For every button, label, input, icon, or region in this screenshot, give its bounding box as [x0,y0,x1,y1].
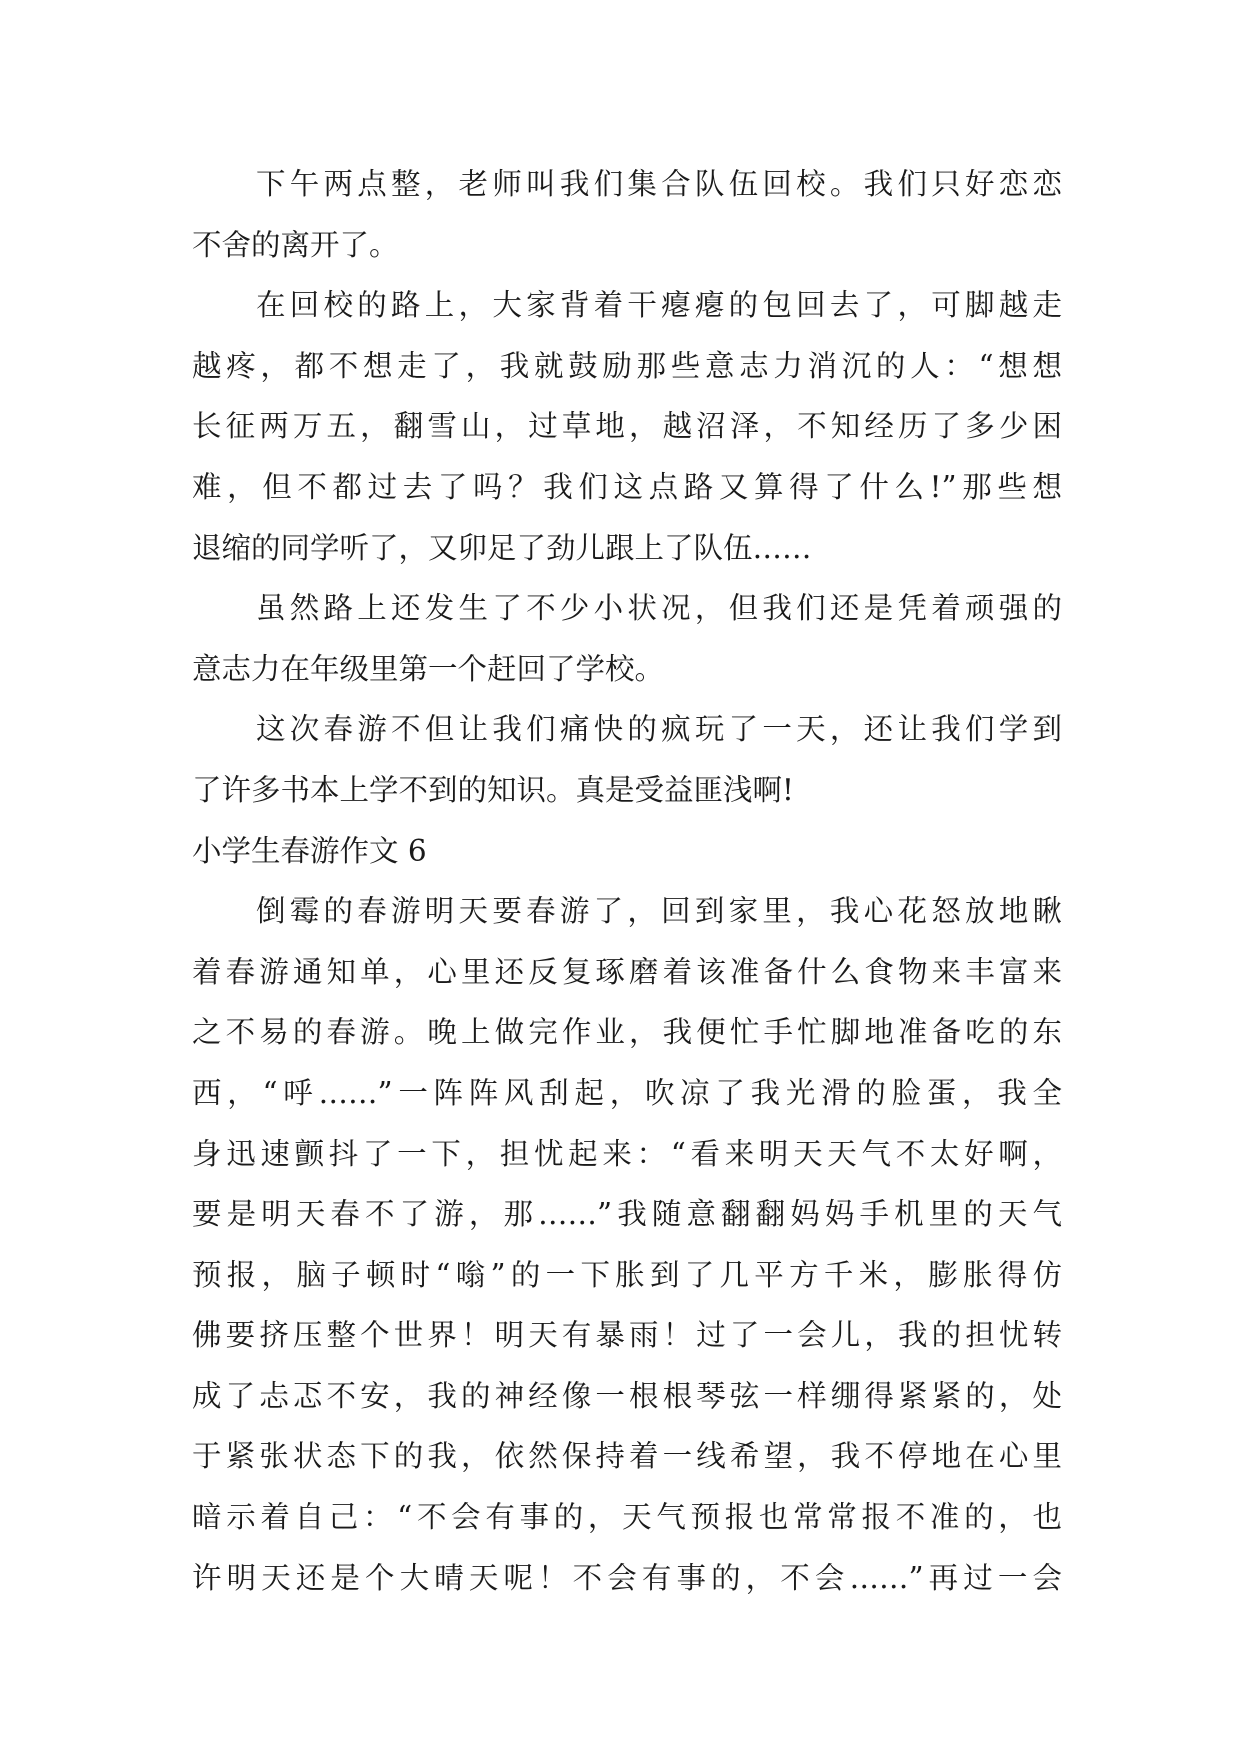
text-line: 意志力在年级里第一个赶回了学校。 [192,651,665,686]
text-line: 要是明天春不了游，那……”我随意翻翻妈妈手机里的天气 [192,1197,1062,1232]
text-line: 于紧张状态下的我，依然保持着一线希望，我不停地在心里 [192,1439,1062,1474]
text-line: 难，但不都过去了吗？我们这点路又算得了什么!”那些想 [192,469,1062,504]
text-line: 这次春游不但让我们痛快的疯玩了一天，还让我们学到 [256,712,1062,747]
text-line: 成了忐忑不安，我的神经像一根根琴弦一样绷得紧紧的，处 [192,1378,1062,1413]
text-line: 西，“呼……”一阵阵风刮起，吹凉了我光滑的脸蛋，我全 [192,1075,1062,1110]
paragraph [192,881,1062,1608]
text-line: 倒霉的春游明天要春游了，回到家里，我心花怒放地瞅 [256,894,1062,929]
text-line: 佛要挤压整个世界！明天有暴雨！过了一会儿，我的担忧转 [192,1318,1062,1353]
document-page [192,154,1062,1608]
text-line: 许明天还是个大晴天呢！不会有事的，不会……”再过一会 [192,1560,1062,1595]
paragraph [192,578,1062,699]
text-line: 越疼，都不想走了，我就鼓励那些意志力消沉的人：“想想 [192,348,1062,383]
text-line: 下午两点整，老师叫我们集合队伍回校。我们只好恋恋 [256,167,1062,201]
text-line: 预报，脑子顿时“嗡”的一下胀到了几平方千米，膨胀得仿 [192,1257,1062,1292]
text-line: 身迅速颤抖了一下，担忧起来：“看来明天天气不太好啊， [192,1136,1062,1171]
paragraph [192,699,1062,820]
text-line: 退缩的同学听了，又卯足了劲儿跟上了队伍…… [192,530,812,565]
text-line: 之不易的春游。晚上做完作业，我便忙手忙脚地准备吃的东 [192,1015,1062,1050]
section-heading: 小学生春游作文 6 [192,833,427,868]
paragraph [192,275,1062,578]
paragraph [192,154,1062,275]
text-line: 长征两万五，翻雪山，过草地，越沼泽，不知经历了多少困 [192,409,1062,444]
text-line: 暗示着自己：“不会有事的，天气预报也常常报不准的，也 [192,1500,1062,1535]
text-line: 了许多书本上学不到的知识。真是受益匪浅啊! [192,772,794,807]
text-line: 着春游通知单，心里还反复琢磨着该准备什么食物来丰富来 [192,954,1062,989]
text-line: 不舍的离开了。 [192,227,399,262]
text-line: 在回校的路上，大家背着干瘪瘪的包回去了，可脚越走 [256,288,1062,323]
text-line: 虽然路上还发生了不少小状况，但我们还是凭着顽强的 [256,591,1062,626]
